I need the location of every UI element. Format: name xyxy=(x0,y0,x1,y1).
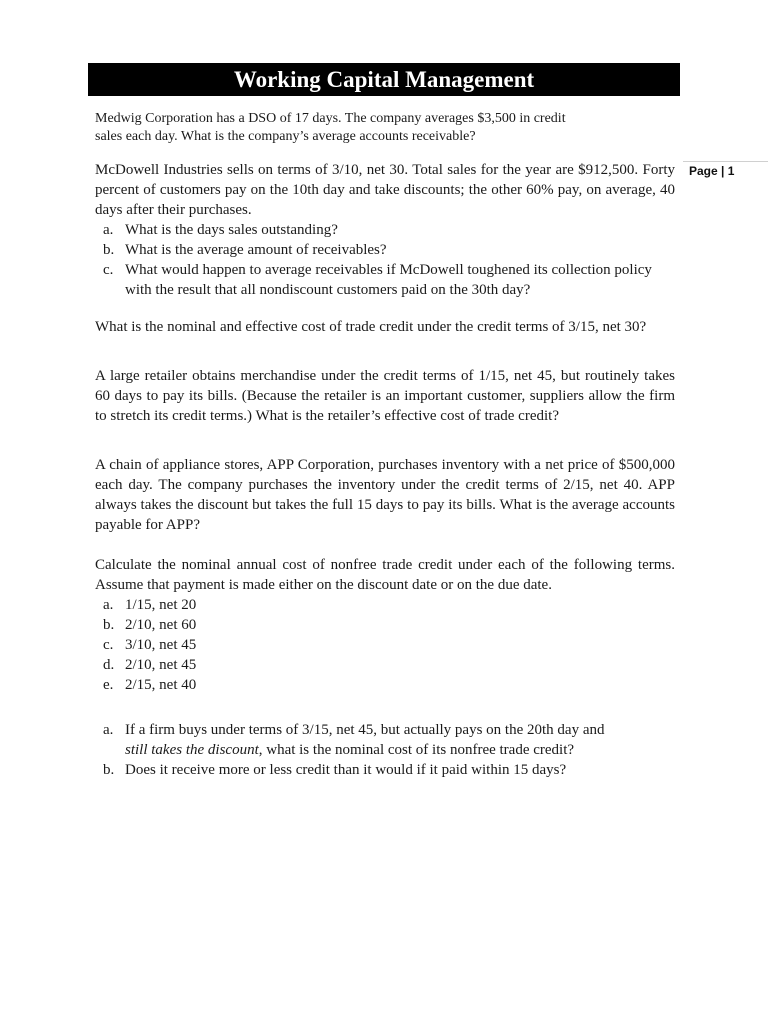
list-item-text: 2/10, net 45 xyxy=(125,657,197,673)
question-5 xyxy=(95,455,675,535)
list-marker: e. xyxy=(103,677,114,693)
question-4-text: A large retailer obtains merchandise under the credit terms of 1/15, net 45, but routinely takes 60 days to pay its bills. (Because the retailer is an important customer, suppliers allow the firm to stretch its credit terms.) What is the retailer’s effective cost of trade credit? xyxy=(95,368,675,424)
list-marker: b. xyxy=(103,617,115,633)
question-1-line-1: Medwig Corporation has a DSO of 17 days. The company averages $3,500 in credit xyxy=(95,111,566,126)
list-item xyxy=(95,675,675,695)
list-marker: c. xyxy=(103,262,114,278)
list-item-text: 2/15, net 40 xyxy=(125,677,197,693)
list-item xyxy=(95,655,675,675)
question-2 xyxy=(95,160,675,300)
list-item xyxy=(95,220,675,240)
question-6-list xyxy=(95,595,675,695)
question-3 xyxy=(95,317,675,337)
page-number-rule xyxy=(683,161,768,162)
document-title xyxy=(88,63,680,96)
question-7 xyxy=(95,720,675,780)
question-2-list xyxy=(95,220,675,300)
list-item xyxy=(95,595,675,615)
list-item-text: 2/10, net 60 xyxy=(125,617,197,633)
question-7a-text-start: If a firm buys under terms of 3/15, net 45, but actually pays on the 20th day and xyxy=(125,722,605,738)
question-7a-emphasis: still takes the discount xyxy=(125,742,259,758)
question-3-text: What is the nominal and effective cost of trade credit under the credit terms of 3/15, net 30? xyxy=(95,319,647,335)
list-item-text: What is the average amount of receivables? xyxy=(125,242,387,258)
list-marker: c. xyxy=(103,637,114,653)
list-marker: a. xyxy=(103,722,114,738)
list-item-text xyxy=(125,720,675,760)
list-item-text: 3/10, net 45 xyxy=(125,637,197,653)
list-marker: d. xyxy=(103,657,115,673)
question-1-line-2: sales each day. What is the company’s average accounts receivable? xyxy=(95,129,476,144)
list-marker: a. xyxy=(103,222,114,238)
list-marker: a. xyxy=(103,597,114,613)
question-4 xyxy=(95,366,675,426)
list-item xyxy=(95,240,675,260)
document-title-text: Working Capital Management xyxy=(233,66,535,92)
list-marker: b. xyxy=(103,242,115,258)
list-marker: b. xyxy=(103,762,115,778)
list-item xyxy=(95,635,675,655)
question-1 xyxy=(95,110,675,146)
question-7-list xyxy=(95,720,675,780)
question-7a-text-end: , what is the nominal cost of its nonfree trade credit? xyxy=(258,742,575,758)
question-5-text: A chain of appliance stores, APP Corporation, purchases inventory with a net price of $500,000 each day. The company purchases the inventory under the credit terms of 2/15, net 40. APP always takes the discount but takes the full 15 days to pay its bills. What is the average accounts payable for APP? xyxy=(95,457,675,533)
list-item-text: What would happen to average receivables if McDowell toughened its collection policy with the result that all nondiscount customers paid on the 30th day? xyxy=(125,262,652,298)
page-number: Page | 1 xyxy=(689,164,735,178)
list-item xyxy=(95,720,675,760)
list-item xyxy=(95,615,675,635)
list-item-text: What is the days sales outstanding? xyxy=(125,222,338,238)
list-item xyxy=(95,260,675,300)
list-item-text: 1/15, net 20 xyxy=(125,597,197,613)
list-item-text: Does it receive more or less credit than it would if it paid within 15 days? xyxy=(125,762,567,778)
question-6-intro: Calculate the nominal annual cost of nonfree trade credit under each of the following terms. Assume that payment is made either on the discount date or on the due date. xyxy=(95,557,675,593)
question-2-intro: McDowell Industries sells on terms of 3/10, net 30. Total sales for the year are $912,500. Forty percent of customers pay on the 10th day and take discounts; the other 60% pay, on average, 40 days after their purchases. xyxy=(95,162,675,218)
question-6 xyxy=(95,555,675,695)
list-item xyxy=(95,760,675,780)
